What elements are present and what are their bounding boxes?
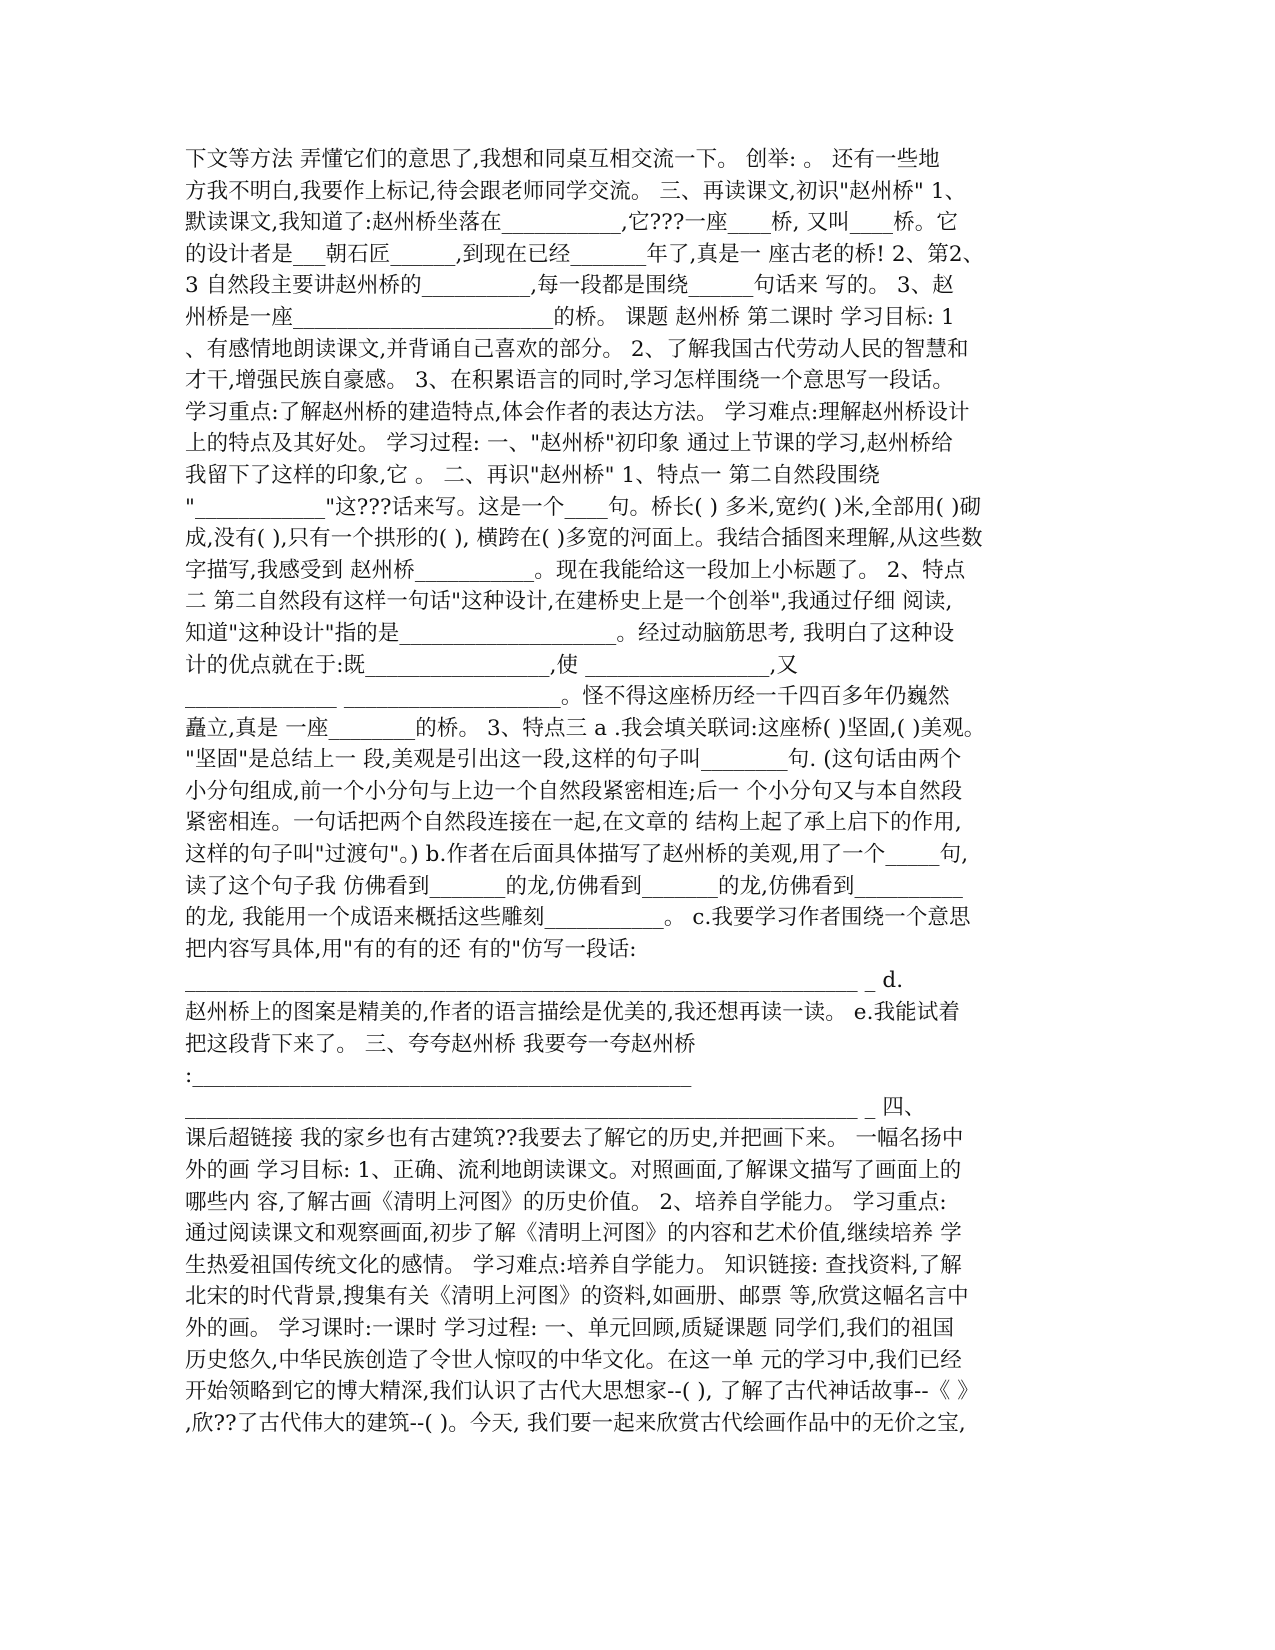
text-line: 方我不明白,我要作上标记,待会跟老师同学交流。 三、再读课文,初识"赵州桥" 1、 xyxy=(185,178,967,204)
text-line: :______________________________________________ xyxy=(185,1063,692,1089)
document-page xyxy=(185,144,1090,1439)
text-line: 上的特点及其好处。 学习过程: 一、"赵州桥"初印象 通过上节课的学习,赵州桥给 xyxy=(185,431,953,457)
text-line: 生热爱祖国传统文化的感情。 学习难点:培养自学能力。 知识链接: 查找资料,了解 xyxy=(185,1252,962,1278)
text-line: 外的画 学习目标: 1、正确、流利地朗读课文。对照画面,了解课文描写了画面上的 xyxy=(185,1158,962,1183)
text-line: 历史悠久,中华民族创造了令世人惊叹的中华文化。在这一单 元的学习中,我们已经 xyxy=(185,1347,962,1373)
text-line: ,欣??了古代伟大的建筑--( )。今天, 我们要一起来欣赏古代绘画作品中的无价之宝, xyxy=(185,1410,966,1436)
text-line: ______________ ____________________。怪不得这座桥历经一千四百多年仍巍然 xyxy=(185,684,950,710)
text-line: 小分句组成,前一个小分句与上边一个自然段紧密相连;后一 个小分句又与本自然段 xyxy=(185,778,963,804)
text-line: ______________________________________________________________ _ 四、 xyxy=(185,1094,926,1120)
text-line: 才干,增强民族自豪感。 3、在积累语言的同时,学习怎样围绕一个意思写一段话。 xyxy=(185,368,954,394)
text-line: 二 第二自然段有这样一句话"这种设计,在建桥史上是一个创举",我通过仔细 阅读, xyxy=(185,589,953,615)
text-line: 把内容写具体,用"有的有的还 有的"仿写一段话: xyxy=(185,936,637,962)
text-line: 成,没有( ),只有一个拱形的( ), 横跨在( )多宽的河面上。我结合插图来理解,从这些数 xyxy=(185,526,983,552)
text-line: 的设计者是___朝石匠______,到现在已经_______年了,真是一 座古老的桥! 2、第2、 xyxy=(185,241,985,267)
text-line: "____________"这???话来写。这是一个____句。桥长( ) 多米,宽约( )米,全部用( )砌 xyxy=(185,494,982,520)
text-line: 字描写,我感受到 赵州桥___________。现在我能给这一段加上小标题了。 2、特点 xyxy=(185,557,966,583)
text-line: 3 自然段主要讲赵州桥的__________,每一段都是围绕______句话来 写的。 3、赵 xyxy=(185,273,954,299)
text-line: 哪些内 容,了解古画《清明上河图》的历史价值。 2、培养自学能力。 学习重点: xyxy=(185,1189,947,1215)
text-line: 、有感情地朗读课文,并背诵自己喜欢的部分。 2、了解我国古代劳动人民的智慧和 xyxy=(185,336,969,362)
text-line: 下文等方法 弄懂它们的意思了,我想和同桌互相交流一下。 创举: 。 还有一些地 xyxy=(185,147,940,172)
text-line: 州桥是一座________________________的桥。 课题 赵州桥 第二课时 学习目标: 1 xyxy=(185,304,955,330)
text-line: 赵州桥上的图案是精美的,作者的语言描绘是优美的,我还想再读一读。 e.我能试着 xyxy=(185,1000,960,1026)
text-line: 默读课文,我知道了:赵州桥坐落在___________,它???一座____桥, 又叫____桥。它 xyxy=(185,210,958,236)
text-line: 课后超链接 我的家乡也有古建筑??我要去了解它的历史,并把画下来。 一幅名扬中 xyxy=(185,1126,964,1152)
text-line: 计的优点就在于:既_________________,使 _________________,又 xyxy=(185,652,799,678)
text-line: "坚固"是总结上一 段,美观是引出这一段,这样的句子叫________句. (这句话由两个 xyxy=(185,747,962,773)
text-line: 通过阅读课文和观察画面,初步了解《清明上河图》的内容和艺术价值,继续培养 学 xyxy=(185,1221,962,1247)
text-line: 外的画。 学习课时:一课时 学习过程: 一、单元回顾,质疑课题 同学们,我们的祖国 xyxy=(185,1315,955,1341)
text-line: 北宋的时代背景,搜集有关《清明上河图》的资料,如画册、邮票 等,欣赏这幅名言中 xyxy=(185,1284,969,1310)
text-line: 学习重点:了解赵州桥的建造特点,体会作者的表达方法。 学习难点:理解赵州桥设计 xyxy=(185,399,970,425)
text-line: 知道"这种设计"指的是____________________。经过动脑筋思考, 我明白了这种设 xyxy=(185,620,955,646)
text-line: 这样的句子叫"过渡句"。) b.作者在后面具体描写了赵州桥的美观,用了一个_____句, xyxy=(185,842,969,868)
text-line: 我留下了这样的印象,它 。 二、再识"赵州桥" 1、特点一 第二自然段围绕 xyxy=(185,462,880,488)
text-line: 把这段背下来了。 三、夸夸赵州桥 我要夸一夸赵州桥 xyxy=(185,1031,696,1057)
text-line: 读了这个句子我 仿佛看到_______的龙,仿佛看到_______的龙,仿佛看到__________ xyxy=(185,873,964,899)
text-line: 开始领略到它的博大精深,我们认识了古代大思想家--( ), 了解了古代神话故事--《 》 xyxy=(185,1379,979,1405)
text-line: 的龙, 我能用一个成语来概括这些雕刻___________。 c.我要学习作者围绕一个意思 xyxy=(185,905,971,931)
text-line: ______________________________________________________________ _ d. xyxy=(185,968,904,994)
text-line: 矗立,真是 一座________的桥。 3、特点三 a .我会填关联词:这座桥( )坚固,( )美观。 xyxy=(185,715,986,741)
text-line: 紧密相连。一句话把两个自然段连接在一起,在文章的 结构上起了承上启下的作用, xyxy=(185,810,962,836)
